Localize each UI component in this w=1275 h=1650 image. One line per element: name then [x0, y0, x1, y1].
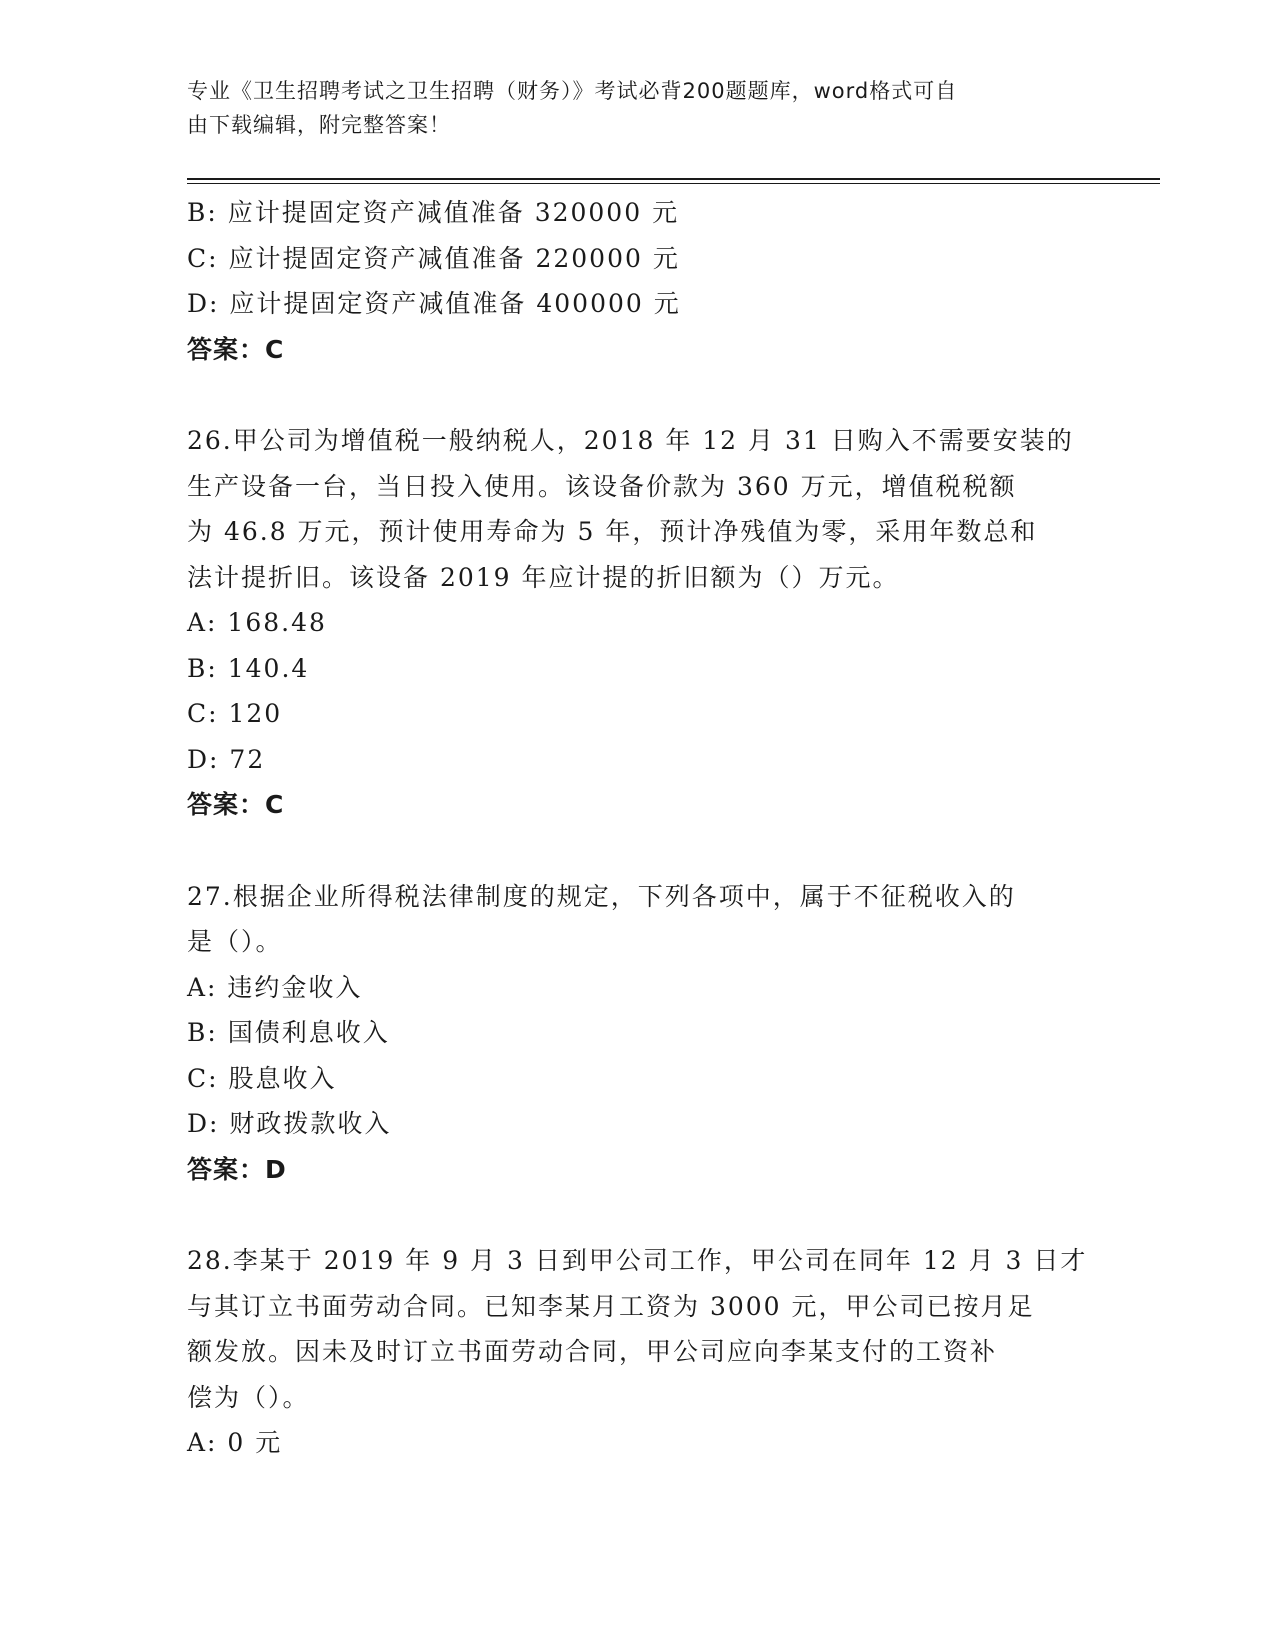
option-d: D: 应计提固定资产减值准备 400000 元: [187, 289, 681, 318]
document-body: [187, 190, 1087, 1466]
answer-line: 答案：C: [187, 790, 285, 819]
question-stem-line: 法计提折旧。该设备 2019 年应计提的折旧额为（）万元。: [187, 562, 900, 592]
question-stem-line: 是（）。: [187, 927, 283, 956]
question-stem-line: 26.甲公司为增值税一般纳税人，2018 年 12 月 31 日购入不需要安装的: [187, 426, 1074, 455]
question-stem-line: 偿为（）。: [187, 1382, 310, 1412]
option-c: C: 股息收入: [187, 1063, 337, 1093]
question-stem-line: 为 46.8 万元，预计使用寿命为 5 年，预计净残值为零，采用年数总和: [187, 517, 1038, 546]
header-divider-thin: [187, 183, 1160, 184]
option-a: A: 0 元: [187, 1428, 283, 1457]
question-27: [187, 874, 1087, 1193]
answer-line: 答案：C: [187, 334, 285, 364]
header-divider: [187, 178, 1160, 180]
question-stem-line: 27.根据企业所得税法律制度的规定，下列各项中，属于不征税收入的: [187, 881, 1016, 911]
question-stem-line: 28.李某于 2019 年 9 月 3 日到甲公司工作，甲公司在同年 12 月 3 日才: [187, 1246, 1088, 1275]
answer-line: 答案：D: [187, 1154, 287, 1184]
question-stem-line: 与其订立书面劳动合同。已知李某月工资为 3000 元，甲公司已按月足: [187, 1291, 1035, 1321]
question-stem-line: 生产设备一台，当日投入使用。该设备价款为 360 万元，增值税税额: [187, 471, 1017, 501]
document-header: [187, 74, 1067, 142]
header-line-2: 由下载编辑，附完整答案！: [187, 113, 451, 137]
option-d: D: 72: [187, 744, 266, 774]
question-28: [187, 1238, 1087, 1466]
option-a: A: 168.48: [187, 608, 327, 637]
option-b: B: 应计提固定资产减值准备 320000 元: [187, 198, 680, 227]
question-25-tail: [187, 190, 1087, 372]
option-c: C: 120: [187, 699, 283, 728]
question-stem-line: 额发放。因未及时订立书面劳动合同，甲公司应向李某支付的工资补: [187, 1337, 998, 1366]
question-26: [187, 418, 1087, 828]
header-line-1: 专业《卫生招聘考试之卫生招聘（财务）》考试必背200题题库，word格式可自: [187, 79, 958, 103]
option-d: D: 财政拨款收入: [187, 1109, 392, 1138]
option-a: A: 违约金收入: [187, 972, 363, 1002]
option-c: C: 应计提固定资产减值准备 220000 元: [187, 243, 680, 273]
option-b: B: 国债利息收入: [187, 1018, 390, 1047]
option-b: B: 140.4: [187, 653, 310, 683]
